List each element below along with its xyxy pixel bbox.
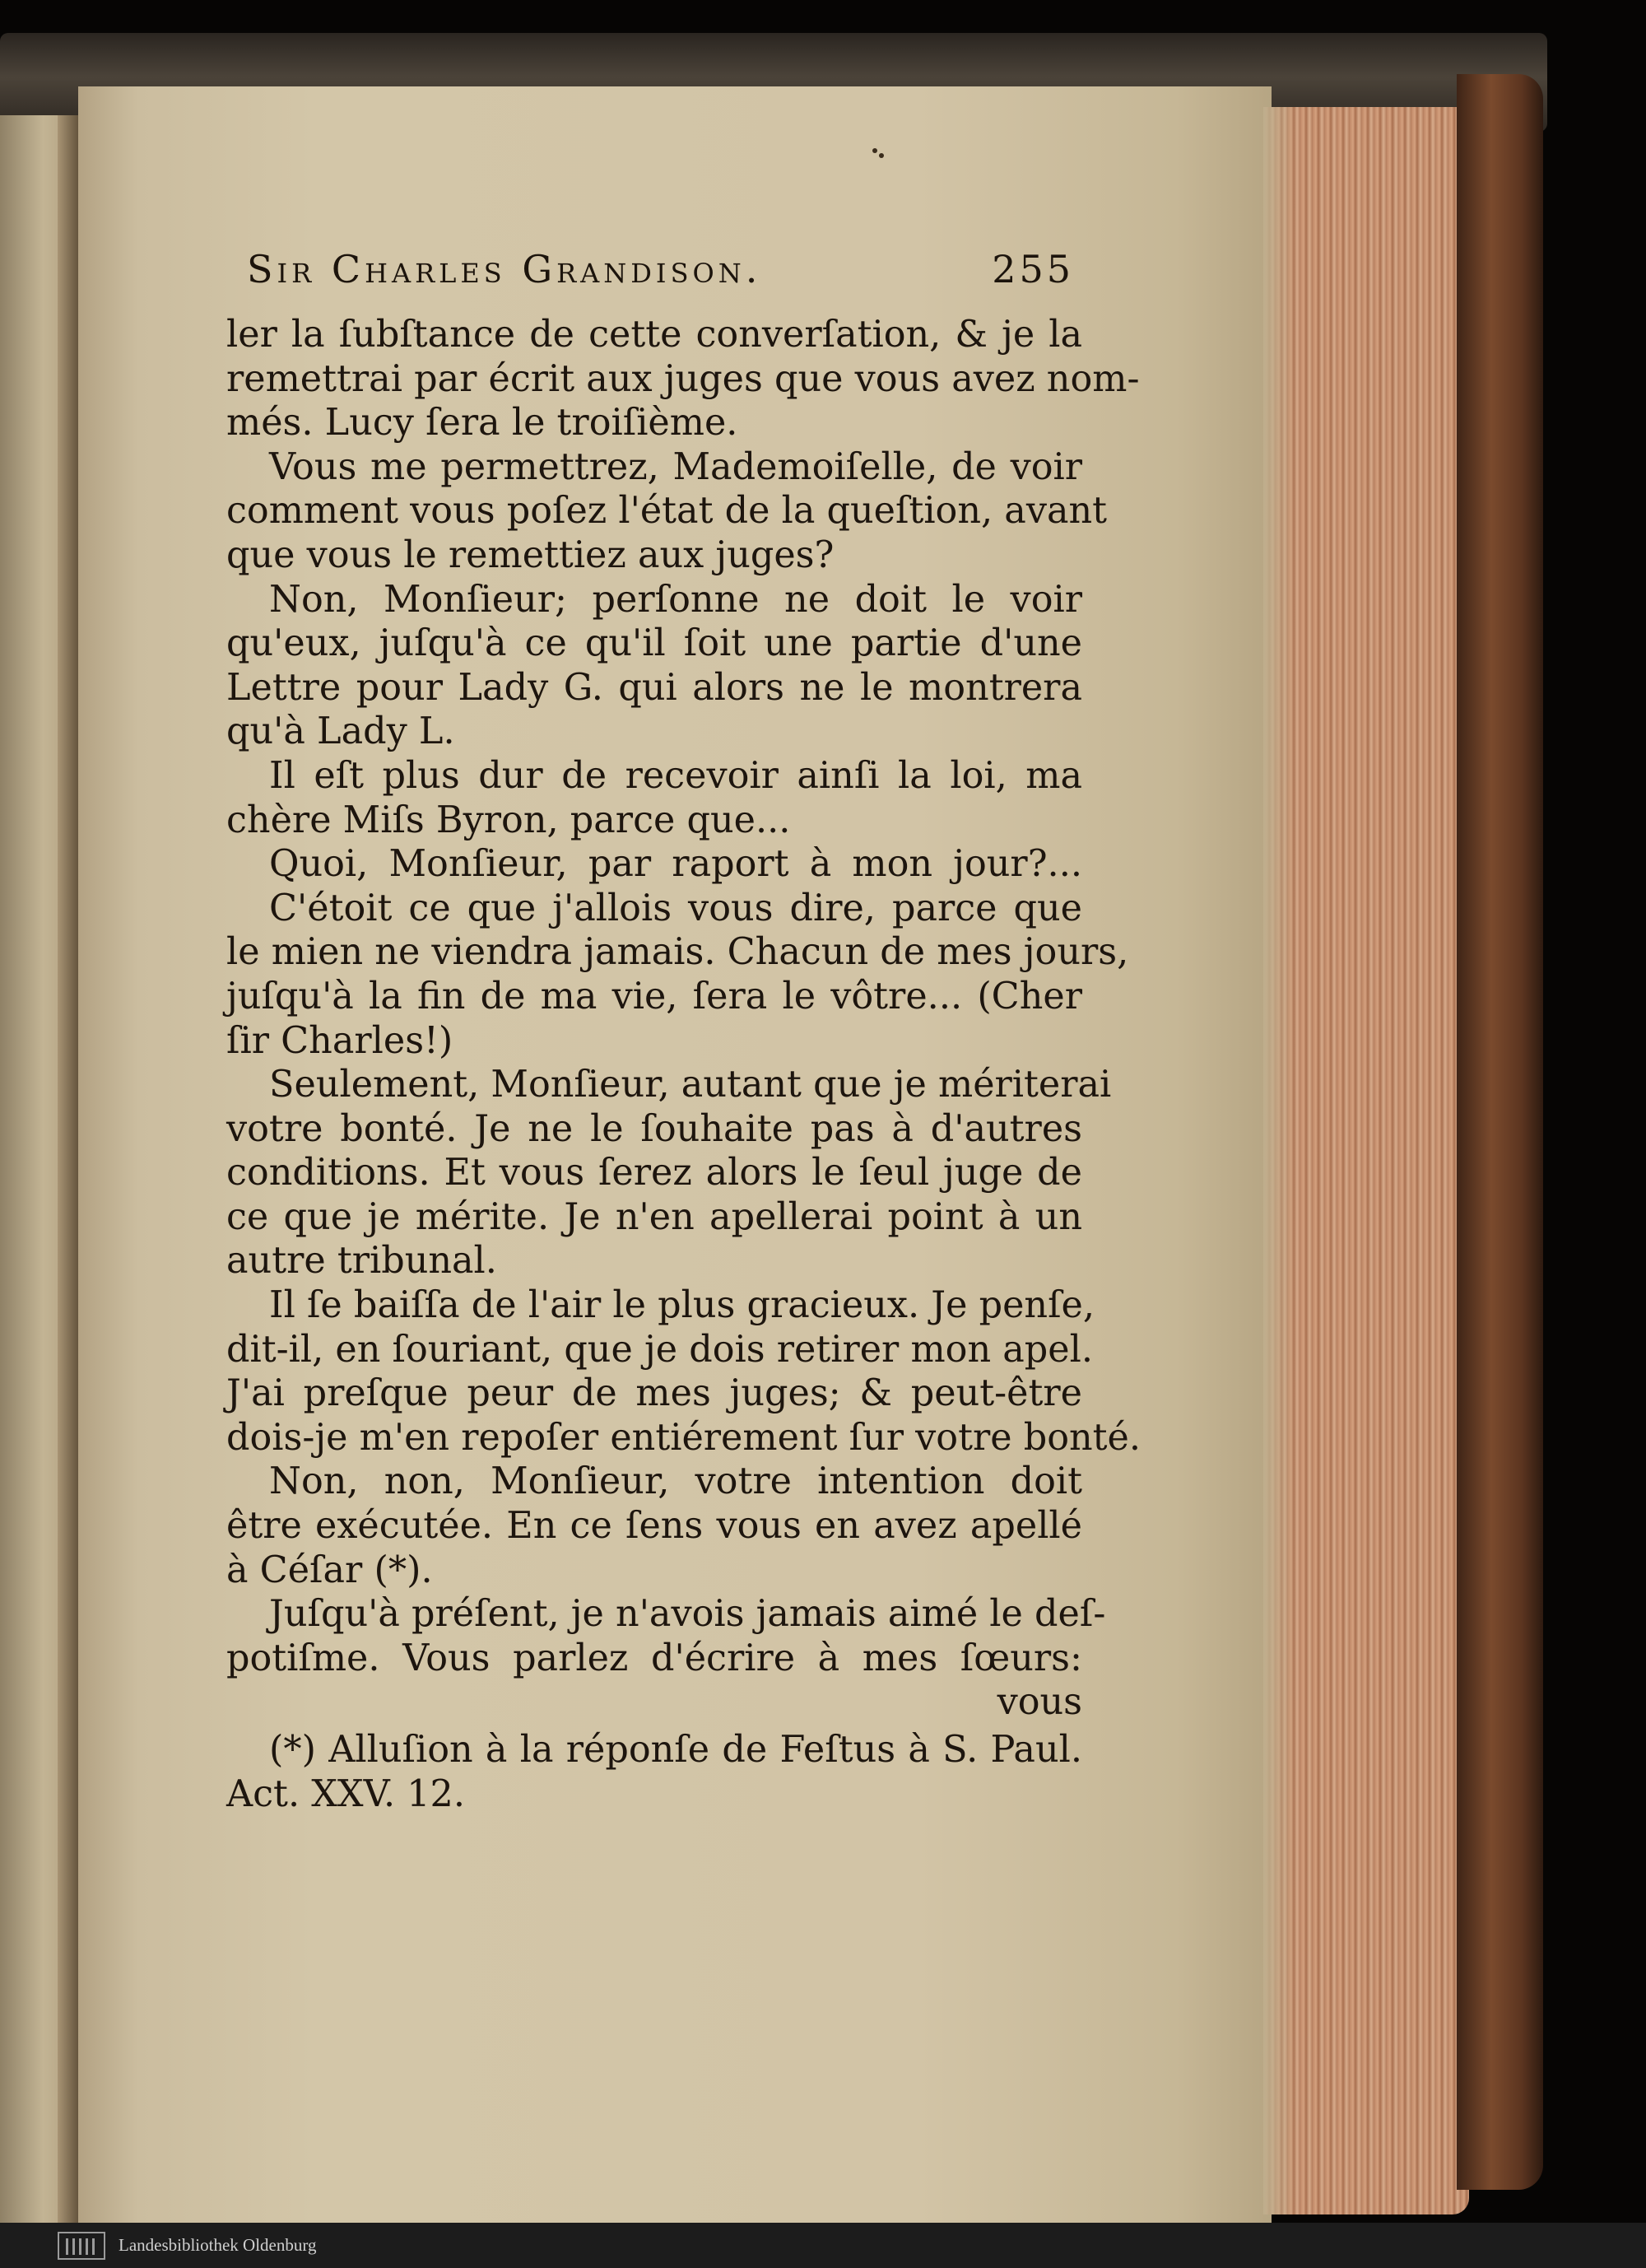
text-line: Vous me permettrez, Mademoiſelle, de voir — [269, 445, 1082, 488]
text-line: Non, non, Monſieur, votre intention doit — [269, 1460, 1082, 1503]
book-spine — [1457, 74, 1543, 2190]
library-name: Landesbibliothek Oldenburg — [119, 2235, 317, 2255]
text-line: ce que je mérite. Je n'en apellerai point à un — [226, 1195, 1082, 1238]
text-line: que vous le remettiez aux juges? — [226, 533, 835, 576]
text-line: dois-je m'en repoſer entiérement ſur votre bonté. — [226, 1416, 1142, 1459]
text-line: Juſqu'à préſent, je n'avois jamais aimé le deſ- — [269, 1593, 1106, 1636]
text-line: ler la ſubſtance de cette converſation, & je la — [226, 314, 1082, 356]
text-line: le mien ne viendra jamais. Chacun de mes jours, — [226, 931, 1129, 974]
text-line: vous — [997, 1681, 1082, 1724]
text-line: potiſme. Vous parlez d'écrire à mes ſœurs: — [226, 1637, 1082, 1679]
text-line: chère Miſs Byron, parce que... — [226, 799, 791, 841]
text-line: C'étoit ce que j'allois vous dire, parce que — [269, 887, 1082, 929]
text-line: Quoi, Monſieur, par raport à mon jour?... — [269, 843, 1082, 886]
library-footer-bar — [0, 2223, 1646, 2268]
text-line: comment vous poſez l'état de la queſtion, avant — [226, 490, 1108, 533]
library-building-icon — [58, 2232, 105, 2260]
text-line: autre tribunal. — [226, 1240, 497, 1283]
running-head — [247, 247, 1074, 291]
text-line: conditions. Et vous ſerez alors le ſeul juge de — [226, 1152, 1082, 1195]
footnote-line: Act. XXV. 12. — [226, 1772, 466, 1815]
text-line: Il eſt plus dur de recevoir ainſi la loi, ma — [269, 754, 1082, 797]
text-line: més. Lucy ſera le troiſième. — [226, 402, 738, 445]
text-line: à Céſar (*). — [226, 1548, 433, 1591]
body-text — [226, 313, 1142, 1725]
text-line: J'ai preſque peur de mes juges; & peut-être — [226, 1372, 1082, 1415]
page-edge-shade — [1263, 107, 1296, 2214]
text-line: Il ſe baiſſa de l'air le plus gracieux. Je penſe, — [269, 1284, 1095, 1327]
page-number: 255 — [992, 247, 1074, 291]
footnote-line: (*) Alluſion à la réponſe de Feſtus à S. Paul. — [269, 1729, 1082, 1771]
running-head-title: Sir Charles Grandison. — [247, 247, 762, 291]
page-body — [226, 313, 1142, 1816]
text-line: votre bonté. Je ne le ſouhaite pas à d'autres — [226, 1107, 1082, 1150]
text-line: Non, Monſieur; perſonne ne doit le voir — [269, 578, 1082, 621]
ink-speck — [872, 148, 877, 153]
text-line: juſqu'à la fin de ma vie, ſera le vôtre... (Cher — [226, 975, 1082, 1018]
text-line: Lettre pour Lady G. qui alors ne le montrera — [226, 666, 1082, 709]
text-line: qu'eux, juſqu'à ce qu'il ſoit une partie d'une — [226, 622, 1082, 665]
text-line: être exécutée. En ce ſens vous en avez apellé — [226, 1505, 1082, 1548]
text-line: Seulement, Monſieur, autant que je mériterai — [269, 1064, 1112, 1106]
ink-speck — [879, 153, 884, 158]
text-line: ſir Charles!) — [226, 1019, 453, 1062]
text-line: qu'à Lady L. — [226, 710, 455, 753]
footnote — [226, 1728, 1082, 1816]
text-line: remettrai par écrit aux juges que vous avez nom- — [226, 357, 1140, 400]
text-line: dit-il, en ſouriant, que je dois retirer mon apel. — [226, 1328, 1093, 1371]
